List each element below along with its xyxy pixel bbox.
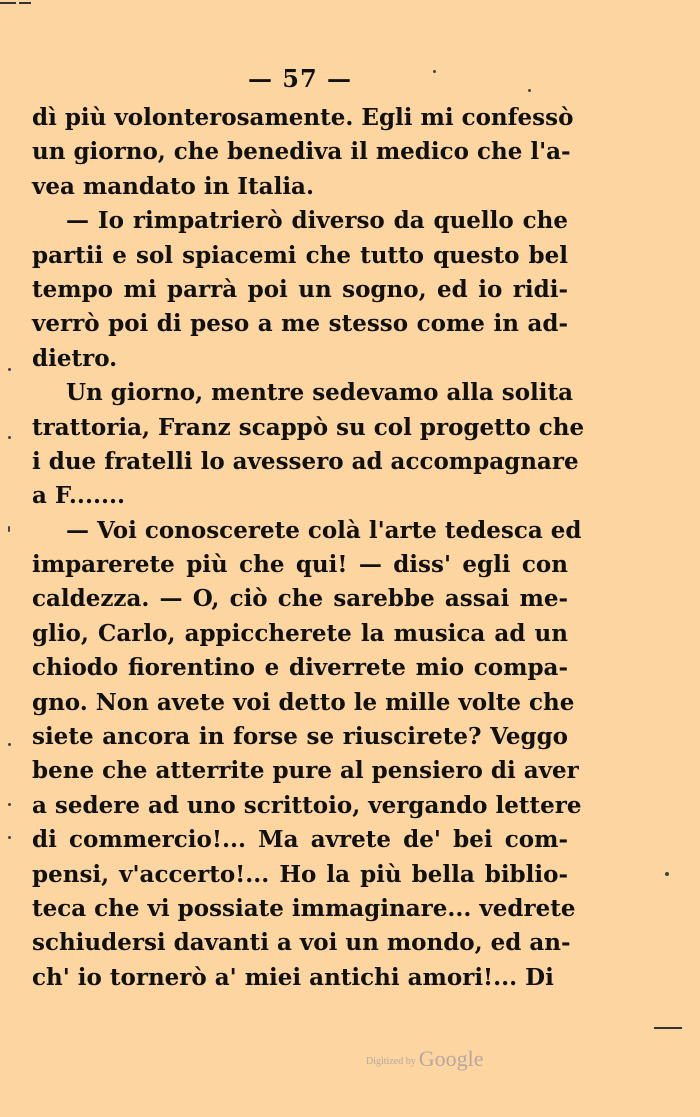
- text-line: bene che atterrite pure al pensiero di aver: [32, 757, 579, 785]
- text-line: di commercio!... Ma avrete de' bei com-: [32, 826, 568, 854]
- text-line: schiudersi davanti a voi un mondo, ed an-: [32, 929, 571, 957]
- speck: [8, 803, 11, 806]
- edge-mark: [654, 1027, 682, 1029]
- corner-mark: [19, 2, 31, 4]
- text-line: gno. Non avete voi detto le mille volte che: [32, 688, 575, 716]
- text-line: partii e sol spiacemi che tutto questo bel: [32, 241, 568, 269]
- text-line: tempo mi parrà poi un sogno, ed io ridi-: [32, 275, 568, 303]
- speck: [8, 436, 11, 439]
- text-line: Un giorno, mentre sedevamo alla solita: [66, 379, 574, 407]
- text-line: chiodo fiorentino e diverrete mio compa-: [32, 654, 568, 682]
- text-line: a F.......: [32, 482, 125, 510]
- digitization-watermark: [366, 1046, 483, 1072]
- watermark-brand: Google: [418, 1046, 484, 1071]
- text-line: a sedere ad uno scrittoio, vergando lettere: [32, 791, 582, 819]
- watermark-prefix: Digitized by: [366, 1056, 416, 1067]
- speck: [8, 368, 11, 371]
- text-line: teca che vi possiate immaginare... vedrete: [32, 894, 576, 922]
- text-line: — Voi conoscerete colà l'arte tedesca ed: [66, 516, 582, 544]
- text-line: pensi, v'accerto!... Ho la più bella biblio-: [32, 860, 568, 888]
- text-line: trattoria, Franz scappò su col progetto che: [32, 413, 585, 441]
- corner-mark: [0, 2, 16, 4]
- text-line: glio, Carlo, appiccherete la musica ad un: [32, 619, 568, 647]
- page-number: — 57 —: [247, 64, 353, 93]
- speck: [8, 836, 11, 839]
- text-line: vea mandato in Italia.: [32, 172, 314, 200]
- text-line: i due fratelli lo avessero ad accompagnare: [32, 447, 579, 475]
- text-line: — Io rimpatrierò diverso da quello che: [66, 207, 568, 235]
- speck: [8, 526, 10, 532]
- body-text: [32, 101, 585, 995]
- text-line: verrò poi di peso a me stesso come in ad-: [32, 310, 568, 338]
- text-line: caldezza. — O, ciò che sarebbe assai me-: [32, 585, 568, 613]
- speck: [8, 743, 11, 746]
- speck: [665, 872, 669, 876]
- text-line: dietro.: [32, 344, 118, 372]
- text-line: imparerete più che qui! — diss' egli con: [32, 551, 568, 579]
- text-line: ch' io tornerò a' miei antichi amori!... Di: [32, 963, 554, 991]
- text-line: siete ancora in forse se riuscirete? Veggo: [32, 723, 568, 751]
- text-line: un giorno, che benediva il medico che l'a-: [32, 138, 571, 166]
- text-line: dì più volonterosamente. Egli mi confessò: [32, 104, 574, 131]
